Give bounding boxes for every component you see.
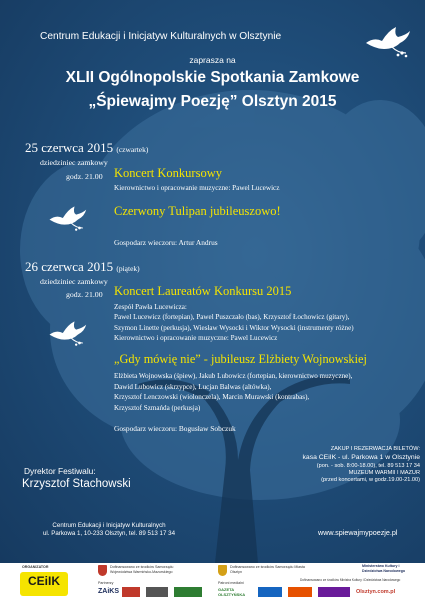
funding-note: Dofinansowano ze środków Samorządu Województwa Warmińsko-Mazurskiego (110, 565, 174, 574)
director-label: Dyrektor Festiwalu: (24, 466, 96, 476)
day2-event2-line: Krzysztof Szmańda (perkusja) (114, 403, 201, 412)
media-logo: GAZETA OLSZTYŃSKA (218, 587, 246, 597)
day2-host: Gospodarz wieczoru: Bogusław Sobczuk (114, 424, 236, 433)
day2-event2-line: Dawid Lubowicz (skrzypce), Lucjan Balwas (altówka), (114, 382, 272, 391)
ticket-line: kasa CEiIK - ul. Parkowa 1 w Olsztynie (302, 454, 420, 462)
organizer-label: ORGANIZATOR (22, 565, 49, 569)
ticket-info (250, 446, 420, 484)
day2-weekday: (piątek) (116, 264, 140, 273)
organizer-logo-text: CEiIK (27, 574, 60, 588)
contact-name: Centrum Edukacji i Inicjatyw Kulturalnych (52, 522, 166, 529)
day2-event1-line: Kierownictwo i opracowanie muzyczne: Pawel Lucewicz (114, 333, 278, 342)
festival-title: XLII Ogólnopolskie Spotkania Zamkowe (65, 69, 360, 86)
media-logo (288, 587, 312, 597)
director-name: Krzysztof Stachowski (22, 478, 131, 490)
sponsor-footer (0, 563, 425, 600)
region-crest-icon (98, 565, 107, 576)
ticket-title: ZAKUP I REZERWACJA BILETÓW: (330, 446, 420, 452)
day1-host: Gospodarz wieczoru: Artur Andrus (114, 238, 218, 247)
day2-date (25, 259, 140, 275)
day2-event2-line: Krzysztof Lenczowski (wiolonczela), Marcin Murawski (kontrabas), (114, 393, 310, 402)
day1-venue: dziedziniec zamkowy (40, 158, 108, 167)
ticket-line: (pon. - sob. 8:00-18.00), tel. 89 513 17 34 (316, 462, 420, 469)
ticket-line: MUZEUM WARMII I MAZUR (348, 469, 420, 476)
day2-event1-line: Zespół Pawła Lucewicza: (114, 303, 187, 311)
partner-logo: ZAiKS (98, 588, 119, 595)
day2-event1-line: Szymon Linette (perkusja), Wiesław Wysocki i Wiktor Wysocki (instrumenty różne) (114, 323, 354, 332)
website-link[interactable]: www.spiewajmypoezje.pl (318, 528, 398, 537)
ministry-note: Dofinansowano ze środków Ministra Kultury i Dziedzictwa Narodowego (300, 578, 401, 582)
day1-weekday: (czwartek) (116, 145, 149, 154)
partners-label: Partnerzy (98, 581, 114, 585)
ministry-logo: Ministerstwo Kultury i Dziedzictwa Narodowego (362, 564, 406, 573)
partner-logo (174, 587, 202, 597)
dove-icon (362, 23, 412, 59)
media-label: Patroni medialni (218, 581, 244, 585)
media-logo: Olsztyn.com.pl (356, 589, 396, 595)
day2-venue: dziedziniec zamkowy (40, 277, 108, 286)
day2-time: godz. 21.00 (66, 290, 103, 299)
city-crest-icon (218, 565, 227, 576)
funding-note: Dofinansowano ze środków Samorządu Miasta Olsztyn (230, 565, 305, 574)
day2-event2-line: Elżbieta Wojnowska (śpiew), Jakub Lubowicz (fortepian, kierownictwo muzyczne), (114, 372, 353, 380)
partner-logo (146, 587, 168, 597)
organizer-line: Centrum Edukacji i Inicjatyw Kulturalnych w Olsztynie (40, 31, 282, 42)
day1-event1-line: Kierownictwo i opracowanie muzyczne: Pawel Lucewicz (114, 184, 280, 192)
day1-time: godz. 21.00 (66, 172, 103, 181)
day2-event1-line: Pawel Lucewicz (fortepian), Pawel Puszczało (bas), Krzysztof Łochowicz (gitary), (114, 313, 350, 322)
contact-address: ul. Parkowa 1, 10-233 Olsztyn, tel. 89 513 17 34 (42, 530, 176, 537)
day1-date-text: 25 czerwca 2015 (25, 140, 114, 155)
day2-date-text: 26 czerwca 2015 (25, 259, 114, 274)
media-logo (258, 587, 282, 597)
festival-subtitle: „Śpiewajmy Poezję” Olsztyn 2015 (88, 93, 337, 110)
invites-text: zaprasza na (189, 55, 236, 65)
day2-event2-title: „Gdy mówię nie” - jubileusz Elżbiety Wojnowskiej (114, 352, 367, 366)
dove-icon (44, 318, 90, 348)
partner-logo (122, 587, 140, 597)
day2-event1-title: Koncert Laureatów Konkursu 2015 (114, 284, 292, 298)
media-logo (318, 587, 350, 597)
day2-event1-details (114, 302, 354, 343)
ticket-line: (przed koncertami, w godz.19.00-21.00) (321, 476, 420, 483)
day1-event2-title: Czerwony Tulipan jubileuszowo! (114, 204, 281, 218)
day1-event1-title: Koncert Konkursowy (114, 166, 222, 180)
day1-date (25, 140, 148, 156)
dove-icon (44, 203, 90, 233)
day2-event2-details (114, 371, 352, 413)
